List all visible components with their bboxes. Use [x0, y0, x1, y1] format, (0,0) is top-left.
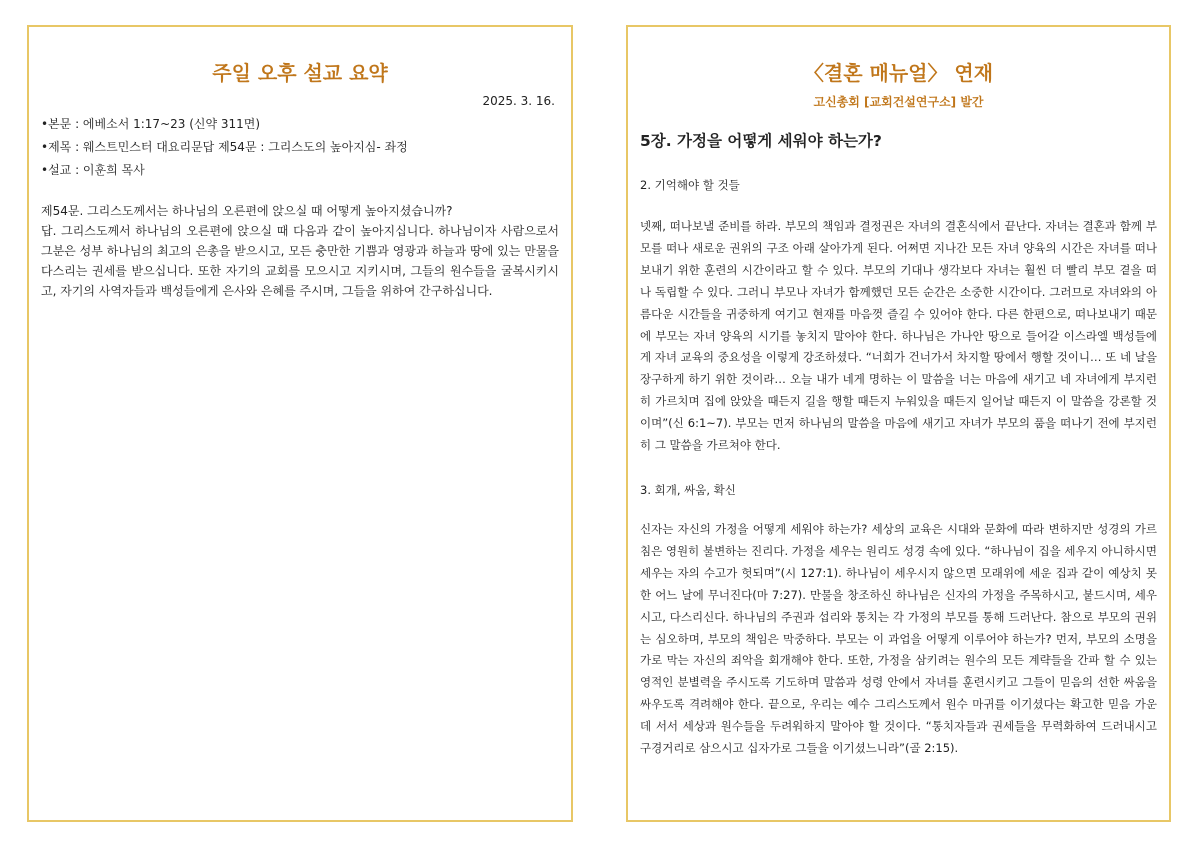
marriage-manual-panel — [626, 25, 1171, 822]
catechism-question: 제54문. 그리스도께서는 하나님의 오른편에 앉으실 때 어떻게 높아지셨습니까? — [41, 204, 453, 218]
sermon-date: 2025. 3. 16. — [482, 94, 555, 108]
sermon-info-list — [41, 113, 559, 182]
catechism-text — [41, 201, 559, 301]
section-body-remember: 넷째, 떠나보낼 준비를 하라. 부모의 책임과 결정권은 자녀의 결혼식에서 끝난다. 자녀는 결혼과 함께 부모를 떠나 새로운 권위의 구조 아래 살아가게 된다. 어쩌면 지나간 모든 자녀 양육의 시간은 자녀를 떠나보내기 위한 훈련의 시간이라고 할 수 있다. 부모의 기대나 생각보다 자녀는 훨씬 더 빨리 부모 곁을 떠나 독립할 수 있다. 그러니 부모나 자녀가 함께했던 모든 순간은 소중한 시간이다. 그러므로 자녀와의 아름다운 시간들을 귀중하게 여기고 현재를 마음껏 즐길 수 있어야 한다. 다른 한편으로, 떠나보내기 때문에 부모는 자녀 양육의 시기를 놓치지 말아야 한다. 하나님은 가나안 땅으로 들어갈 이스라엘 백성들에게 자녀 교육의 중요성을 이렇게 강조하셨다. “너희가 건너가서 차지할 땅에서 행할 것이니… 또 네 날을 장구하게 하기 위한 것이라… 오늘 내가 네게 명하는 이 말씀을 너는 마음에 새기고 네 자녀에게 부지런히 가르치며 집에 앉았을 때든지 길을 행할 때든지 누워있을 때든지 일어날 때든지 이 말씀을 강론할 것이며”(신 6:1~7). 부모는 먼저 하나님의 말씀을 마음에 새기고 자녀가 부모의 품을 떠나기 전에 부지런히 그 말씀을 가르쳐야 한다. — [640, 219, 1157, 453]
publisher-subtitle: 고신총회 [교회건설연구소] 발간 — [813, 95, 984, 109]
sermon-title-line: •제목 : 웨스트민스터 대요리문답 제54문 : 그리스도의 높아지심- 좌정 — [41, 140, 408, 154]
sermon-summary-title: 주일 오후 설교 요약 — [212, 61, 388, 85]
chapter-heading: 5장. 가정을 어떻게 세워야 하는가? — [640, 132, 882, 150]
sermon-preacher: •설교 : 이훈희 목사 — [41, 163, 145, 177]
section-heading-repentance: 3. 회개, 싸움, 확신 — [640, 483, 736, 497]
section-body-repentance: 신자는 자신의 가정을 어떻게 세워야 하는가? 세상의 교육은 시대와 문화에 따라 변하지만 성경의 가르침은 영원히 불변하는 진리다. 가정을 세우는 원리도 성경 속에 있다. “하나님이 집을 세우지 아니하시면 세우는 자의 수고가 헛되며”(시 127:1). 하나님이 세우시지 않으면 모래위에 세운 집과 같이 예상치 못한 어느 날에 무너진다(마 7:27). 만물을 창조하신 하나님은 신자의 가정을 주목하시고, 붙드시며, 세우시고, 다스리신다. 하나님의 주권과 섭리와 통치는 각 가정의 부모를 통해 드러난다. 참으로 부모의 권위는 심오하며, 부모의 책임은 막중하다. 부모는 이 과업을 어떻게 이루어야 하는가? 먼저, 부모의 소명을 가로 막는 자신의 죄악을 회개해야 한다. 또한, 가정을 삼키려는 원수의 모든 계략들을 간파 할 수 있는 영적인 분별력을 주시도록 기도하며 말씀과 성령 안에서 자녀를 훈련시키고 그들이 믿음의 선한 싸움을 싸우도록 격려해야 한다. 끝으로, 우리는 예수 그리스도께서 원수 마귀를 이기셨다는 확고한 믿음 가운데 서서 세상과 원수들을 두려워하지 말아야 할 것이다. “통치자들과 권세들을 무력화하여 드러내시고 구경거리로 삼으시고 십자가로 그들을 이기셨느니라”(골 2:15). — [640, 522, 1157, 756]
catechism-answer: 답. 그리스도께서 하나님의 오른편에 앉으실 때 다음과 같이 높아지십니다. 하나님이자 사람으로서 그분은 성부 하나님의 최고의 은총을 받으시고, 모든 충만한 기쁨과 영광과 하늘과 땅에 있는 만물을 다스리는 권세를 받으십니다. 또한 자기의 교회를 모으시고 지키시며, 그들의 원수들을 굴복시키시고, 자기의 사역자들과 백성들에게 은사와 은혜를 주시며, 그들을 위하여 간구하십니다. — [41, 224, 559, 298]
sermon-passage: •본문 : 에베소서 1:17~23 (신약 311면) — [41, 117, 261, 131]
marriage-manual-title: 〈결혼 매뉴얼〉 연재 — [803, 61, 994, 85]
sermon-summary-panel — [27, 25, 573, 822]
section-heading-remember: 2. 기억해야 할 것들 — [640, 178, 740, 192]
